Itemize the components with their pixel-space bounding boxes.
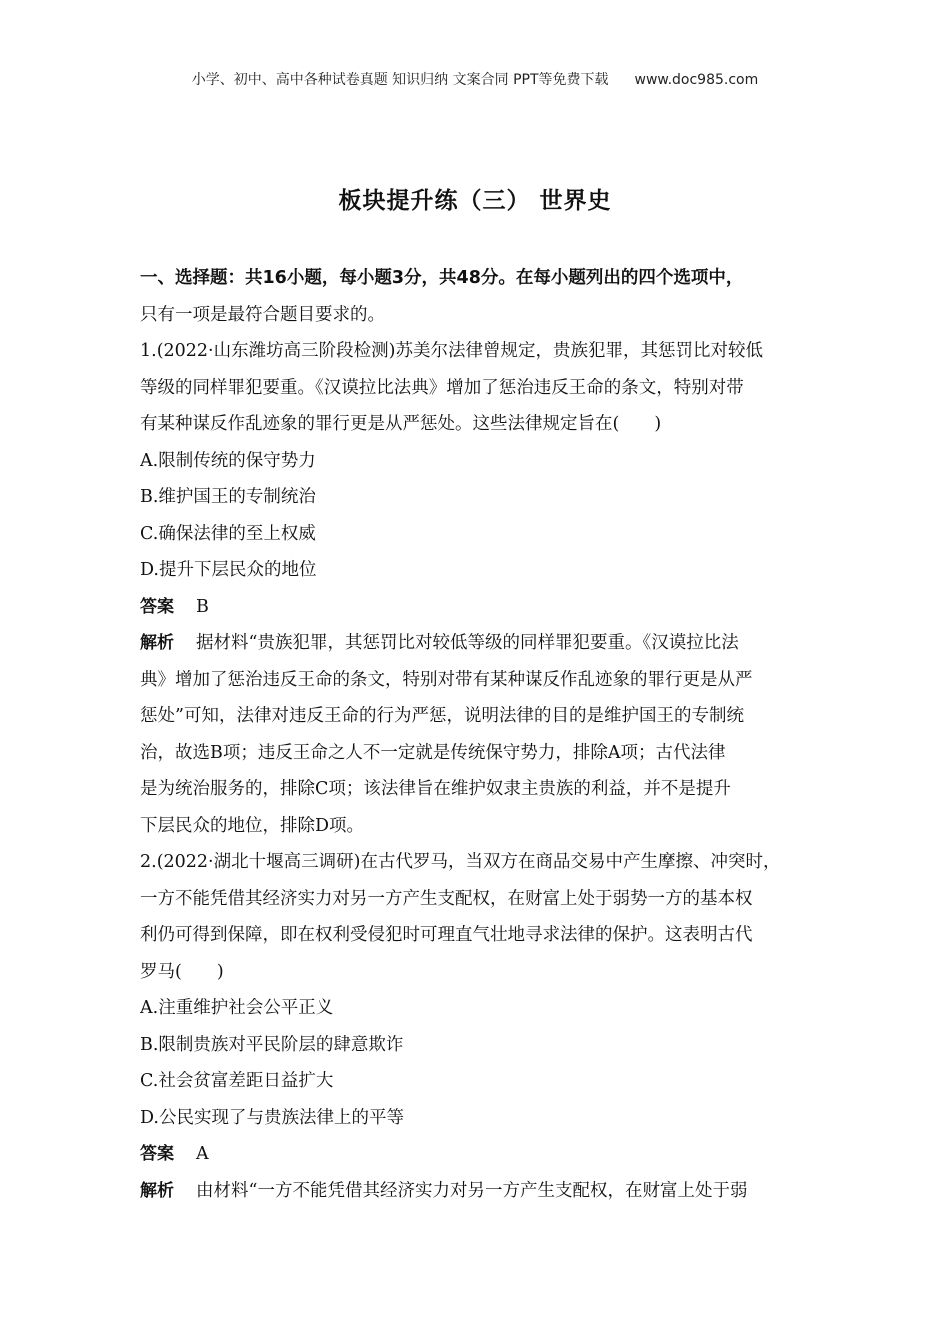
q2-analysis-label: 解析 (140, 1180, 174, 1201)
q1-answer-value: B (196, 596, 209, 617)
q1-analysis-line-5: 是为统治服务的，排除C项；该法律旨在维护奴隶主贵族的利益，并不是提升 (140, 779, 731, 799)
q1-option-d: D.提升下层民众的地位 (140, 560, 317, 580)
q1-analysis-label: 解析 (140, 633, 174, 653)
q2-analysis-line-1 (140, 1173, 812, 1210)
q2-option-c: C.社会贫富差距日益扩大 (140, 1071, 334, 1091)
section-heading-line-1: 一、选择题：共16小题，每小题3分，共48分。在每小题列出的四个选项中， (140, 268, 744, 288)
q2-stem-line-2: 一方不能凭借其经济实力对另一方产生支配权，在财富上处于弱势一方的基本权 (140, 888, 753, 909)
q1-analysis-line-2: 典》增加了惩治违反王命的条文，特别对带有某种谋反作乱迹象的罪行更是从严 (140, 669, 753, 690)
header-site-url: www.doc985.com (634, 72, 759, 88)
q2-option-d: D.公民实现了与贵族法律上的平等 (140, 1107, 404, 1128)
page-title: 板块提升练（三） 世界史 (338, 188, 612, 214)
section-heading-line-2: 只有一项是最符合题目要求的。 (140, 304, 385, 325)
q1-analysis-line-1 (140, 625, 812, 662)
q1-option-b: B.维护国王的专制统治 (140, 487, 316, 507)
q2-analysis-text-1: 由材料“一方不能凭借其经济实力对另一方产生支配权，在财富上处于弱 (196, 1180, 748, 1201)
header-text: 小学、初中、高中各种试卷真题 知识归纳 文案合同 PPT等免费下载 (191, 72, 609, 88)
q1-option-a: A.限制传统的保守势力 (140, 450, 316, 471)
document-body (140, 260, 812, 1209)
q1-answer-label: 答案 (140, 596, 174, 617)
q1-analysis-text-1: 据材料“贵族犯罪，其惩罚比对较低等级的同样罪犯要重。《汉谟拉比法 (196, 633, 739, 653)
q1-analysis-line-4: 治，故选B项；违反王命之人不一定就是传统保守势力，排除A项；古代法律 (140, 742, 726, 763)
q2-option-b: B.限制贵族对平民阶层的肆意欺诈 (140, 1034, 404, 1055)
q1-stem-line-2: 等级的同样罪犯要重。《汉谟拉比法典》增加了惩治违反王命的条文，特别对带 (140, 377, 744, 398)
q2-option-a: A.注重维护社会公平正义 (140, 998, 334, 1018)
q1-option-c: C.确保法律的至上权威 (140, 523, 316, 544)
q1-stem-line-1: 1.(2022·山东潍坊高三阶段检测)苏美尔法律曾规定，贵族犯罪，其惩罚比对较低 (140, 341, 763, 361)
page-header (0, 69, 950, 89)
q1-analysis-line-3: 惩处”可知，法律对违反王命的行为严惩，说明法律的目的是维护国王的专制统 (140, 706, 744, 726)
q1-stem-line-3: 有某种谋反作乱迹象的罪行更是从严惩处。这些法律规定旨在( ) (140, 414, 662, 434)
q2-answer (140, 1136, 812, 1173)
q2-stem-line-3: 利仍可得到保障，即在权利受侵犯时可理直气壮地寻求法律的保护。这表明古代 (140, 925, 753, 945)
q2-answer-label: 答案 (140, 1144, 174, 1164)
q2-answer-value: A (196, 1144, 209, 1164)
q2-stem-line-4: 罗马( ) (140, 961, 224, 982)
q1-answer (140, 589, 812, 626)
q1-analysis-line-6: 下层民众的地位，排除D项。 (140, 815, 365, 836)
q2-stem-line-1: 2.(2022·湖北十堰高三调研)在古代罗马，当双方在商品交易中产生摩擦、冲突时， (140, 852, 781, 872)
